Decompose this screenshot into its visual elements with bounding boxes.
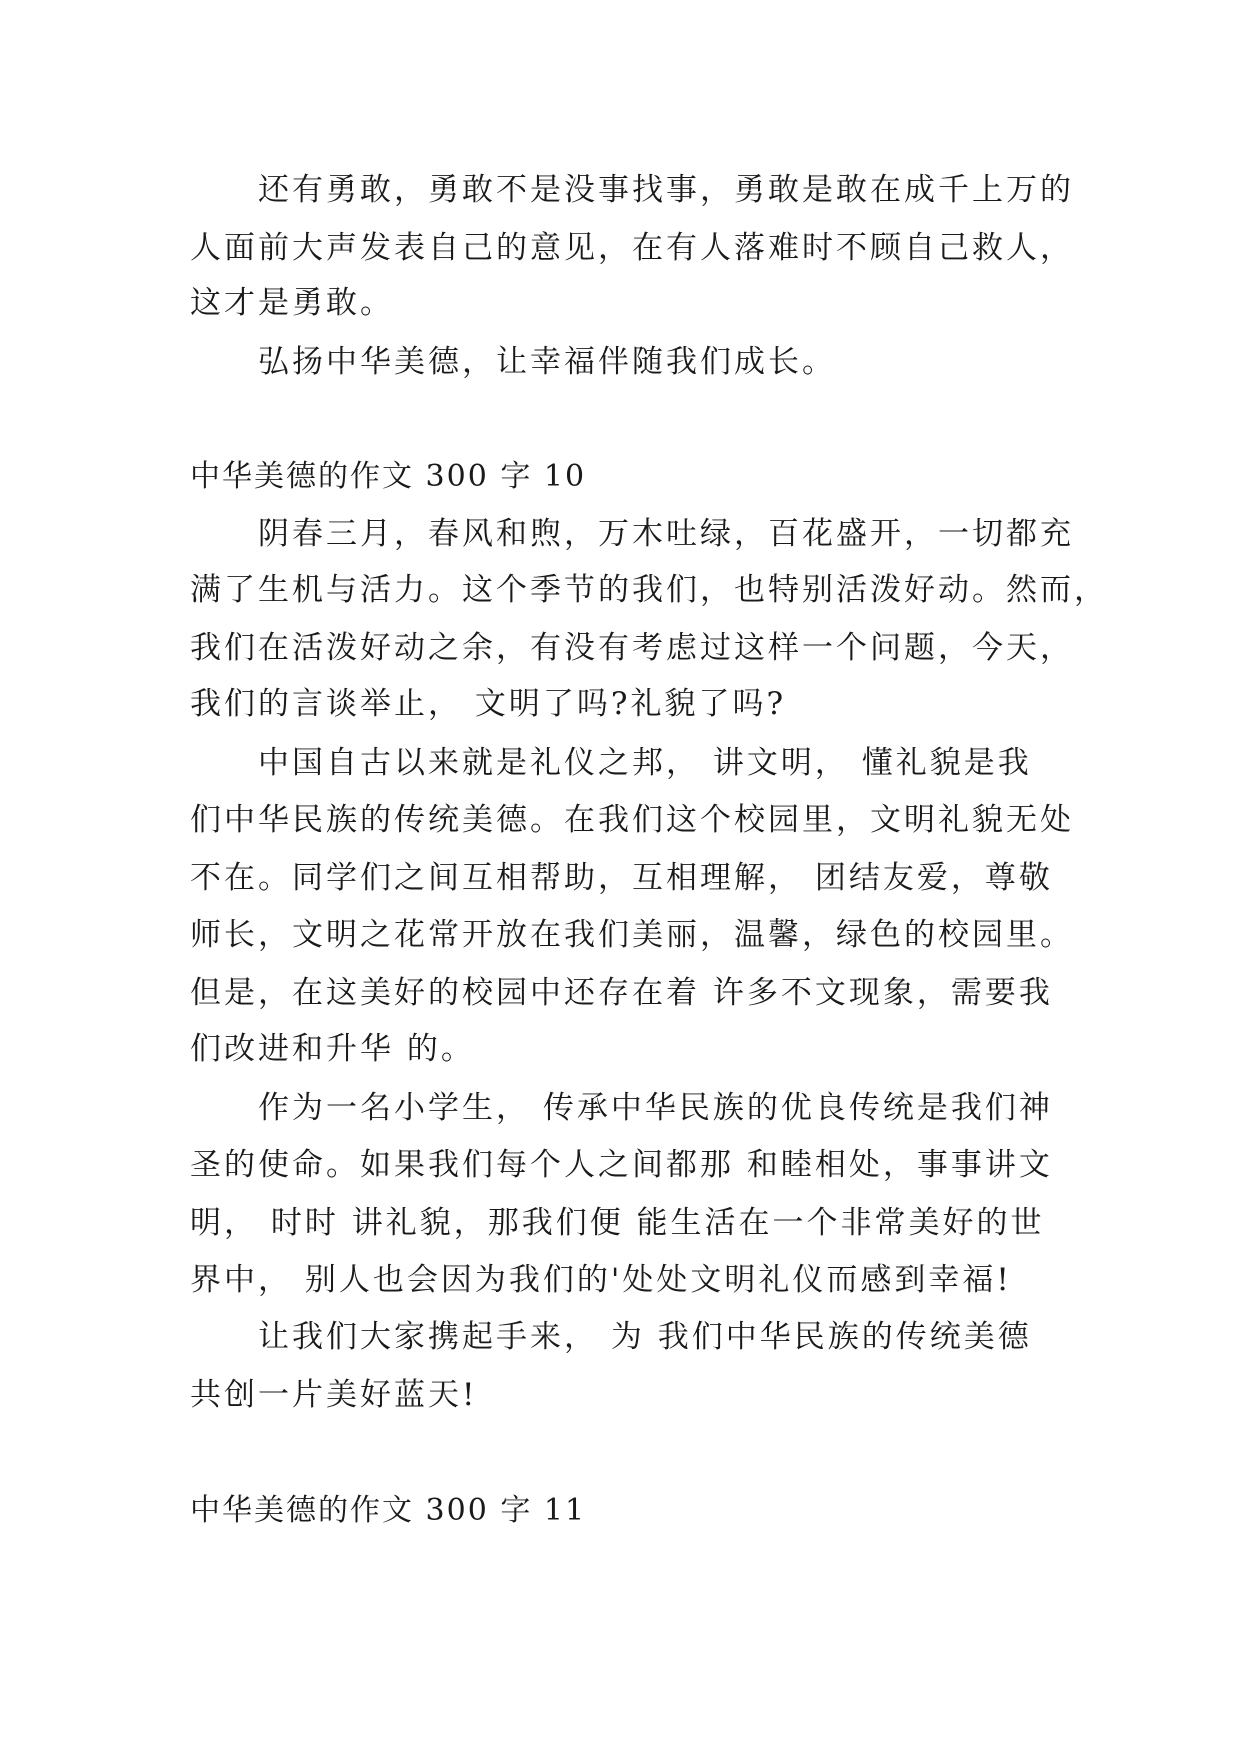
paragraph-line: 师长，文明之花常开放在我们美丽，温馨，绿色的校园里。 [190,917,1074,953]
paragraph-line: 们改进和升华 的。 [190,1031,475,1067]
section-heading: 中华美德的作文 300 字 10 [190,459,587,494]
paragraph-line: 人面前大声发表自己的意见，在有人落难时不顾自己救人， [190,230,1074,266]
paragraph-line: 我们在活泼好动之余，有没有考虑过这样一个问题，今天， [190,630,1074,666]
paragraph-line: 圣的使命。如果我们每个人之间都那 和睦相处，事事讲文 [190,1147,1053,1183]
paragraph-line: 共创一片美好蓝天! [190,1377,478,1413]
paragraph-line: 中国自古以来就是礼仪之邦， 讲文明， 懂礼貌是我 [258,745,1032,781]
paragraph-line: 我们的言谈举止， 文明了吗?礼貌了吗? [190,686,787,722]
paragraph-line: 弘扬中华美德，让幸福伴随我们成长。 [258,344,836,380]
section-heading: 中华美德的作文 300 字 11 [190,1493,587,1528]
paragraph-line: 作为一名小学生， 传承中华民族的优良传统是我们神 [258,1090,1053,1126]
paragraph-line: 阴春三月，春风和煦，万木吐绿，百花盛开，一切都充 [258,516,1074,552]
paragraph-line: 明， 时时 讲礼貌，那我们便 能生活在一个非常美好的世 [190,1205,1045,1241]
paragraph-line: 这才是勇敢。 [190,285,394,321]
paragraph-line: 还有勇敢，勇敢不是没事找事，勇敢是敢在成千上万的 [258,172,1074,208]
paragraph-line: 们中华民族的传统美德。在我们这个校园里，文明礼貌无处 [190,802,1074,838]
paragraph-line: 满了生机与活力。这个季节的我们，也特别活泼好动。然而， [190,572,1108,608]
paragraph-line: 界中， 别人也会因为我们的'处处文明礼仪而感到幸福! [190,1262,1012,1298]
paragraph-line: 让我们大家携起手来， 为 我们中华民族的传统美德 [258,1319,1032,1355]
paragraph-line: 不在。同学们之间互相帮助，互相理解， 团结友爱，尊敬 [190,860,1053,896]
paragraph-line: 但是，在这美好的校园中还存在着 许多不文现象，需要我 [190,975,1053,1011]
